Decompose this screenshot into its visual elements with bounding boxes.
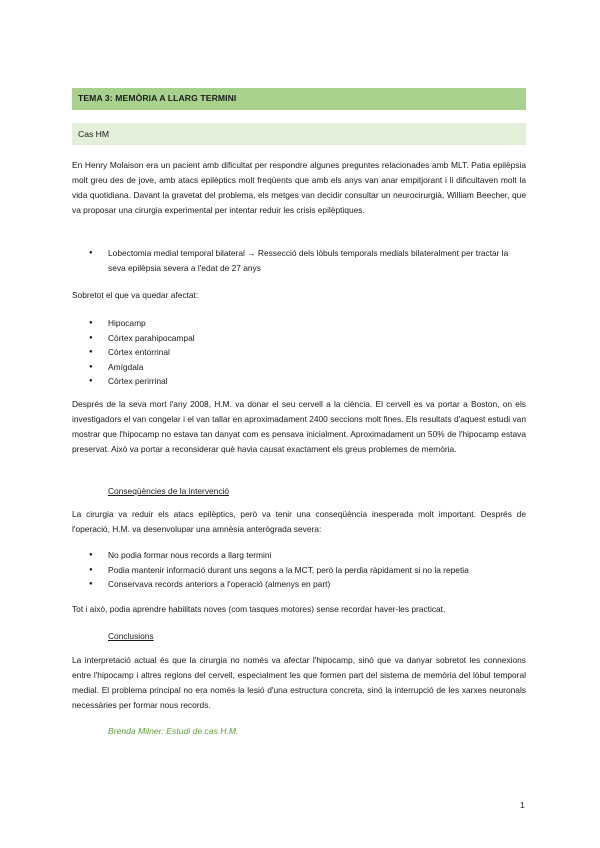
consequences-list xyxy=(72,548,526,592)
list-item: ● Còrtex parahipocampal xyxy=(72,331,526,346)
surgery-bullet: ● Lobectomia medial temporal bilateral → Ressecció dels lòbuls temporals medials bilateralment per tractar la seva epilèpsia severa a l'edat de 27 anys xyxy=(72,246,526,275)
consequences-paragraph: La cirurgia va reduir els atacs epilèptics, però va tenir una conseqüència inesperada molt important. Després de l'operació, H.M. va desenvolupar una amnèsia anterògrada severa: xyxy=(72,509,526,534)
after-death-paragraph: Després de la seva mort l'any 2008, H.M. va donar el seu cervell a la ciència. El cervell es va portar a Boston, on els investigadors el van congelar i el van tallar en aproximadament 2400 seccions molt fines. Els resultats d'aquest estudi van mostrar que l'hipocamp no estava tan danyat com es pensava inicialment. Aproximadament un 50% de l'hipocamp estava preservat. Això va portar a reconsiderar què havia causat exactament els greus problemes de memòria. xyxy=(72,399,526,454)
section-title: Cas HM xyxy=(78,129,110,139)
list-item: ● Conservava records anteriors a l'operació (almenys en part) xyxy=(72,577,526,592)
list-item: ● No podia formar nous records a llarg termini xyxy=(72,548,526,563)
intro-paragraph: En Henry Molaison era un pacient amb dificultat per respondre algunes preguntes relacionades amb MLT. Patia epilèpsia molt greu des de jove, amb atacs epilèptics molt freqüents que amb els anys van anar empitjorant i li dificultaven molt la vida quotidiana. Davant la gravetat del problema, els metges van decidir consultar un neurocirurgià, William Beecher, que va proposar una cirurgia experimental per intentar reduir les crisis epilèptiques. xyxy=(72,160,526,215)
section-title-bar xyxy=(72,123,526,145)
topic-title: TEMA 3: MEMÒRIA A LLARG TERMINI xyxy=(78,93,237,103)
affected-heading: Sobretot el que va quedar afectat: xyxy=(72,290,199,300)
list-item: ● Còrtex entorrinal xyxy=(72,345,526,360)
list-item: ● Còrtex perirrinal xyxy=(72,374,526,389)
conclusions-paragraph: La interpretació actual és que la cirurgia no només va afectar l'hipocamp, sinó que va danyar sobretot les connexions entre l'hipocamp i altres regions del cervell, especialment les que formen part del sistema de memòria del lòbul temporal medial. El problema principal no era només la lesió d'una estructura concreta, sinó la interrupció de les xarxes neuronals necessàries per formar nous records. xyxy=(72,655,526,710)
list-item: ● Podia mantenir informació durant uns segons a la MCT, però la perdia ràpidament si no la repetia xyxy=(72,563,526,578)
affected-list xyxy=(72,316,526,389)
skills-paragraph: Tot i això, podia aprendre habilitats noves (com tasques motores) sense recordar haver-les practicat. xyxy=(72,604,446,614)
list-item: ● Hipocamp xyxy=(72,316,526,331)
surgery-list xyxy=(72,246,526,275)
conclusions-heading: Conclusions xyxy=(108,631,154,641)
list-item: ● Amígdala xyxy=(72,360,526,375)
consequences-heading: Conseqüències de la intervenció xyxy=(108,486,230,496)
signature: Brenda Milner: Estudi de cas H.M. xyxy=(108,726,239,736)
page-number: 1 xyxy=(520,800,525,810)
topic-title-bar xyxy=(72,88,526,110)
